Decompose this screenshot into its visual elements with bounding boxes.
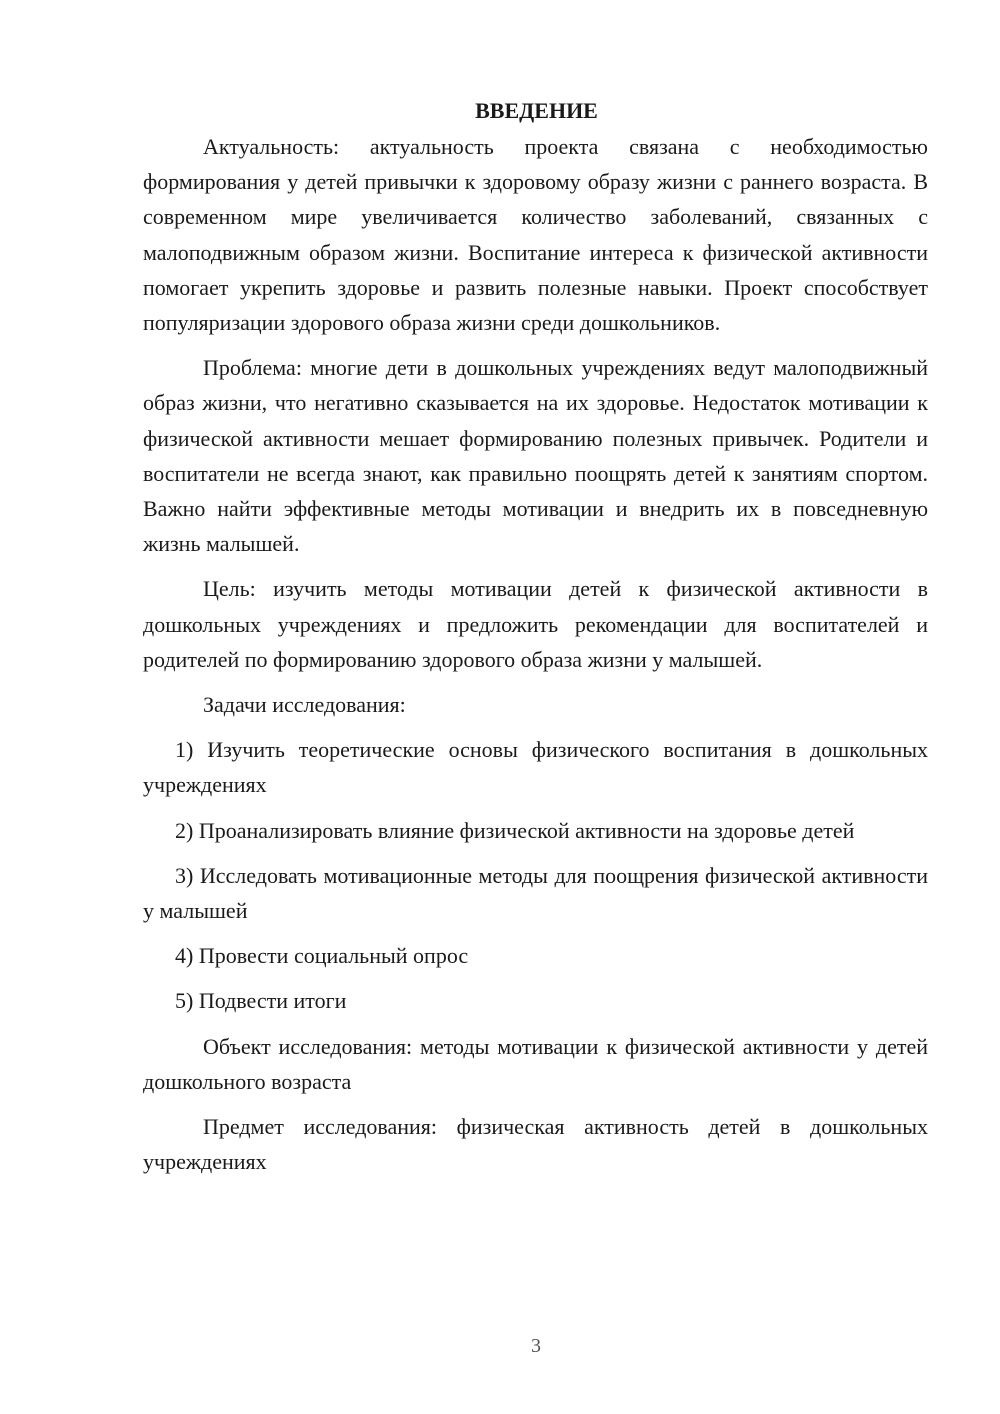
paragraph-relevance: Актуальность: актуальность проекта связана с необходимостью формирования у детей привычки к здоровому образу жизни с раннего возраста. В современном мире увеличивается количество заболеваний, связанных с малоподвижным образом жизни. Воспитание интереса к физической активности помогает укрепить здоровье и развить полезные навыки. Проект способствует популяризации здорового образа жизни среди дошкольников. — [143, 134, 928, 336]
paragraph-subject: Предмет исследования: физическая активность детей в дошкольных учреждениях — [143, 1114, 928, 1175]
paragraph-problem: Проблема: многие дети в дошкольных учреждениях ведут малоподвижный образ жизни, что негативно сказывается на их здоровье. Недостаток мотивации к физической активности мешает формированию полезных привычек. Родители и воспитатели не всегда знают, как правильно поощрять детей к занятиям спортом. Важно найти эффективные методы мотивации и внедрить их в повседневную жизнь малышей. — [143, 355, 928, 557]
list-item: 5) Подвести итоги — [175, 988, 347, 1014]
page-title: ВВЕДЕНИЕ — [475, 98, 598, 123]
list-item: 3) Исследовать мотивационные методы для поощрения физической активности у малышей — [143, 862, 928, 924]
list-item: 4) Провести социальный опрос — [175, 943, 469, 969]
paragraph-object: Объект исследования: методы мотивации к физической активности у детей дошкольного возраста — [143, 1033, 928, 1094]
paragraph-tasks-intro: Задачи исследования: — [203, 692, 406, 718]
paragraph-goal: Цель: изучить методы мотивации детей к физической активности в дошкольных учреждениях и предложить рекомендации для воспитателей и родителей по формированию здорового образа жизни у малышей. — [143, 576, 928, 672]
list-item: 1) Изучить теоретические основы физического воспитания в дошкольных учреждениях — [143, 737, 928, 798]
document-page — [143, 95, 928, 1189]
page-number: 3 — [531, 1335, 541, 1357]
list-item: 2) Проанализировать влияние физической активности на здоровье детей — [175, 817, 855, 843]
